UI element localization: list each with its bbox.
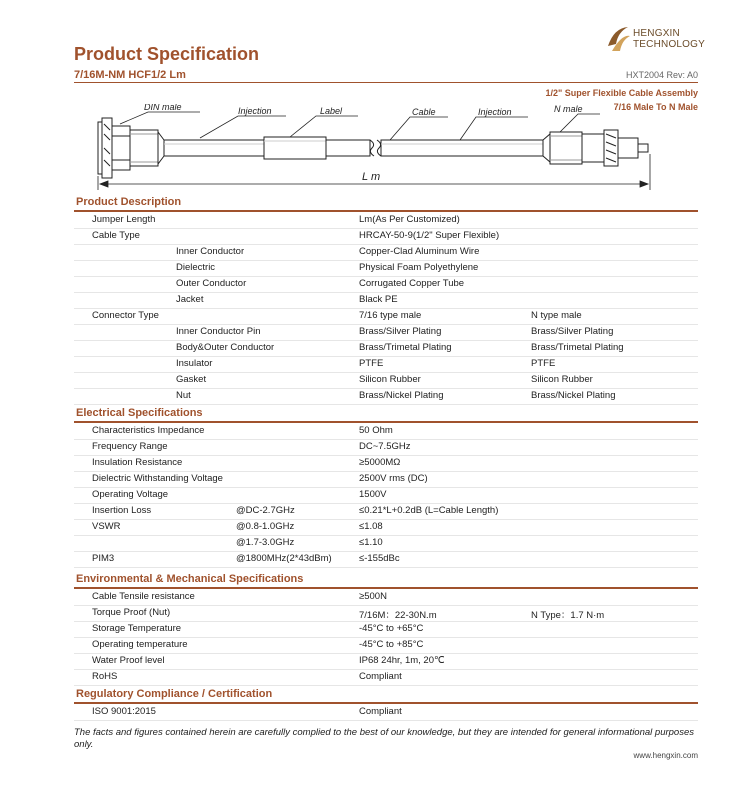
disclaimer-note: The facts and figures contained herein are carefully complied to the best of our knowledge, but they are intended for general informational purposes only. xyxy=(74,727,694,750)
row-divider xyxy=(74,605,698,606)
label-length: L m xyxy=(362,171,381,183)
spec-cell-c1: RoHS xyxy=(92,671,118,682)
spec-cell-c3: -45°C to +65°C xyxy=(359,623,424,634)
spec-cell-c1: ISO 9001:2015 xyxy=(92,706,156,717)
row-divider xyxy=(74,340,698,341)
spec-cell-c1: Characteristics Impedance xyxy=(92,425,205,436)
spec-cell-c4: N type male xyxy=(531,310,582,321)
spec-cell-c1: VSWR xyxy=(92,521,121,532)
spec-cell-c1: Water Proof level xyxy=(92,655,165,666)
spec-cell-c1: Connector Type xyxy=(92,310,159,321)
row-divider xyxy=(74,244,698,245)
spec-cell-c3: 2500V rms (DC) xyxy=(359,473,428,484)
spec-cell-c4: Silicon Rubber xyxy=(531,374,593,385)
spec-cell-c1: Insertion Loss xyxy=(92,505,152,516)
spec-cell-c3: 7/16M：22-30N.m xyxy=(359,610,437,621)
label-label: Label xyxy=(320,106,343,116)
spec-cell-c3: Corrugated Copper Tube xyxy=(359,278,465,289)
spec-cell-c3: Copper-Clad Aluminum Wire xyxy=(359,246,480,257)
row-divider xyxy=(74,720,698,721)
section-title-environmental: Environmental & Mechanical Specifications xyxy=(76,573,304,585)
logo-icon xyxy=(606,24,632,54)
row-divider xyxy=(74,487,698,488)
spec-cell-c1: Insulation Resistance xyxy=(92,457,183,468)
spec-cell-c3: IP68 24hr, 1m, 20℃ xyxy=(359,655,445,666)
label-cable: Cable xyxy=(412,107,436,117)
spec-cell-c1: Cable Type xyxy=(92,230,140,241)
n-male-connector xyxy=(543,130,648,166)
row-divider xyxy=(74,372,698,373)
label-din-male: DIN male xyxy=(144,104,182,112)
spec-cell-c2: Gasket xyxy=(176,374,207,385)
row-divider xyxy=(74,519,698,520)
spec-cell-c4: Brass/Silver Plating xyxy=(531,326,614,337)
section-divider xyxy=(74,702,698,704)
leader-lines xyxy=(120,112,600,140)
spec-cell-c1: Operating Voltage xyxy=(92,489,169,500)
row-divider xyxy=(74,308,698,309)
spec-cell-c4: Brass/Nickel Plating xyxy=(531,390,616,401)
spec-cell-c2: Body&Outer Conductor xyxy=(176,342,275,353)
spec-cell-mid: @0.8-1.0GHz xyxy=(236,521,295,532)
row-divider xyxy=(74,356,698,357)
spec-cell-c3: 1500V xyxy=(359,489,387,500)
row-divider xyxy=(74,551,698,552)
spec-cell-c1: Frequency Range xyxy=(92,441,168,452)
row-divider xyxy=(74,621,698,622)
spec-cell-c1: PIM3 xyxy=(92,553,115,564)
row-divider xyxy=(74,685,698,686)
spec-cell-c3: DC~7.5GHz xyxy=(359,441,411,452)
row-divider xyxy=(74,404,698,405)
spec-cell-c2: Outer Conductor xyxy=(176,278,247,289)
section-divider xyxy=(74,210,698,212)
row-divider xyxy=(74,637,698,638)
row-divider xyxy=(74,535,698,536)
spec-cell-c3: 7/16 type male xyxy=(359,310,422,321)
spec-cell-c3: ≥5000MΩ xyxy=(359,457,401,468)
row-divider xyxy=(74,276,698,277)
spec-cell-c2: Dielectric xyxy=(176,262,216,273)
spec-cell-c2: Jacket xyxy=(176,294,204,305)
row-divider xyxy=(74,292,698,293)
spec-cell-c2: Inner Conductor xyxy=(176,246,245,257)
spec-cell-c3: Brass/Trimetal Plating xyxy=(359,342,452,353)
spec-cell-c2: Inner Conductor Pin xyxy=(176,326,261,337)
product-model: 7/16M-NM HCF1/2 Lm xyxy=(74,69,186,81)
din-male-connector xyxy=(98,118,164,178)
spec-cell-c1: Jumper Length xyxy=(92,214,156,225)
row-divider xyxy=(74,228,698,229)
section-divider xyxy=(74,587,698,589)
page-title: Product Specification xyxy=(74,44,260,64)
spec-cell-c1: Cable Tensile resistance xyxy=(92,591,195,602)
spec-cell-c3: Lm(As Per Customized) xyxy=(359,214,460,225)
row-divider xyxy=(74,324,698,325)
label-injection-right: Injection xyxy=(478,107,512,117)
assembly-connectors: 7/16 Male To N Male xyxy=(613,102,698,112)
spec-cell-c3: HRCAY-50-9(1/2" Super Flexible) xyxy=(359,230,500,241)
section-title-product-description: Product Description xyxy=(76,196,182,208)
spec-cell-c1: Storage Temperature xyxy=(92,623,182,634)
logo-line2: TECHNOLOGY xyxy=(633,39,706,50)
spec-cell-c3: ≤0.21*L+0.2dB (L=Cable Length) xyxy=(359,505,499,516)
spec-cell-c3: ≤-155dBc xyxy=(359,553,400,564)
row-divider xyxy=(74,471,698,472)
spec-cell-c3: Physical Foam Polyethylene xyxy=(359,262,479,273)
spec-cell-c1: Operating temperature xyxy=(92,639,188,650)
spec-cell-c2: Insulator xyxy=(176,358,213,369)
spec-cell-c2: Nut xyxy=(176,390,191,401)
title-divider xyxy=(74,82,698,83)
company-logo xyxy=(606,22,706,58)
spec-cell-mid: @DC-2.7GHz xyxy=(236,505,295,516)
spec-cell-mid: @1.7-3.0GHz xyxy=(236,537,295,548)
cable-body xyxy=(164,137,543,159)
row-divider xyxy=(74,653,698,654)
spec-cell-c3: Brass/Nickel Plating xyxy=(359,390,444,401)
spec-cell-c4: N Type：1.7 N·m xyxy=(531,610,605,621)
section-title-electrical: Electrical Specifications xyxy=(76,407,203,419)
spec-cell-c4: PTFE xyxy=(531,358,556,369)
spec-cell-c1: Dielectric Withstanding Voltage xyxy=(92,473,223,484)
spec-cell-mid: @1800MHz(2*43dBm) xyxy=(236,553,332,564)
spec-cell-c4: Brass/Trimetal Plating xyxy=(531,342,624,353)
spec-cell-c3: ≥500N xyxy=(359,591,387,602)
spec-cell-c3: ≤1.10 xyxy=(359,537,383,548)
section-title-regulatory: Regulatory Compliance / Certification xyxy=(76,688,273,700)
logo-line1: HENGXIN xyxy=(633,28,680,39)
spec-cell-c3: ≤1.08 xyxy=(359,521,383,532)
row-divider xyxy=(74,567,698,568)
label-n-male: N male xyxy=(554,104,583,114)
row-divider xyxy=(74,439,698,440)
cable-assembly-drawing xyxy=(90,104,690,196)
spec-cell-c3: 50 Ohm xyxy=(359,425,393,436)
spec-cell-c3: Black PE xyxy=(359,294,398,305)
assembly-description: 1/2" Super Flexible Cable Assembly xyxy=(545,88,698,98)
section-divider xyxy=(74,421,698,423)
spec-cell-c3: PTFE xyxy=(359,358,384,369)
row-divider xyxy=(74,260,698,261)
spec-cell-c3: Brass/Silver Plating xyxy=(359,326,442,337)
label-injection-left: Injection xyxy=(238,106,272,116)
spec-cell-c3: Compliant xyxy=(359,706,402,717)
spec-cell-c3: Silicon Rubber xyxy=(359,374,421,385)
row-divider xyxy=(74,669,698,670)
spec-cell-c3: -45°C to +85°C xyxy=(359,639,424,650)
spec-cell-c3: Compliant xyxy=(359,671,402,682)
row-divider xyxy=(74,503,698,504)
document-code: HXT2004 Rev: A0 xyxy=(625,70,698,80)
row-divider xyxy=(74,388,698,389)
row-divider xyxy=(74,455,698,456)
spec-cell-c1: Torque Proof (Nut) xyxy=(92,607,171,618)
company-website[interactable]: www.hengxin.com xyxy=(633,751,698,760)
